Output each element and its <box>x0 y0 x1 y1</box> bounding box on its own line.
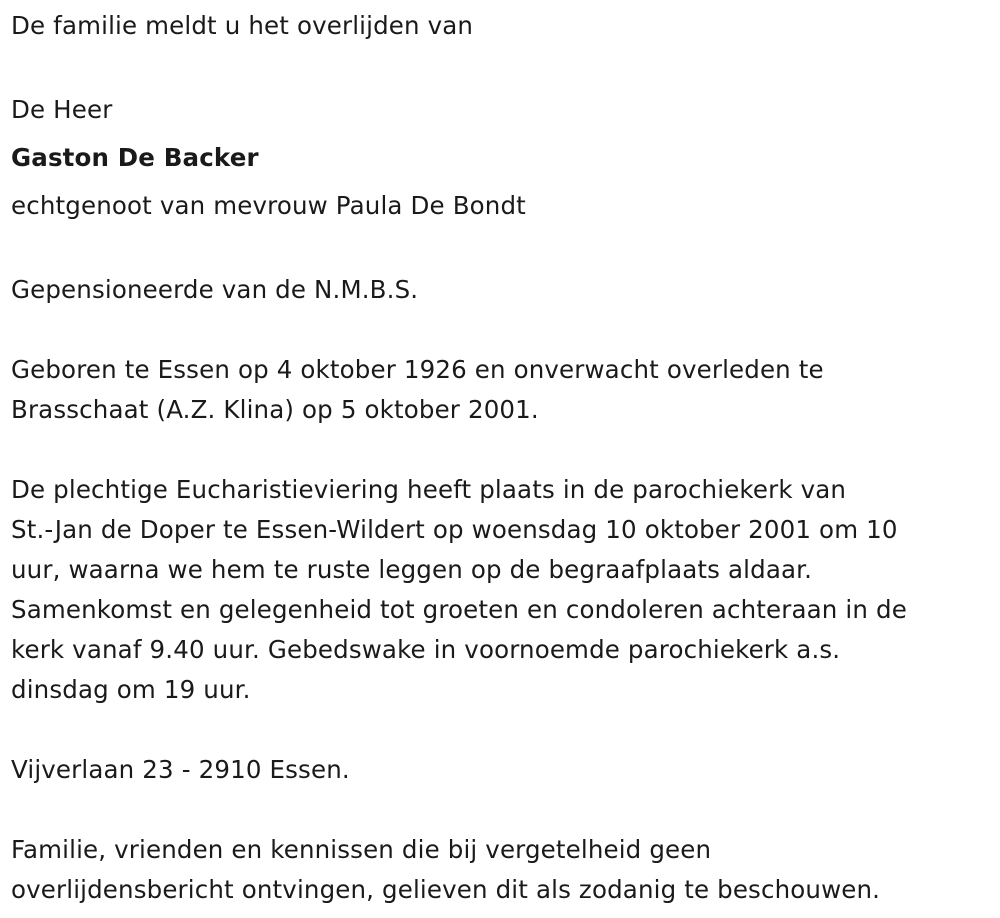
ceremony-paragraph <box>11 470 996 710</box>
birth-death-line: Brasschaat (A.Z. Klina) op 5 oktober 2001. <box>11 395 539 424</box>
honorific: De Heer <box>11 95 113 124</box>
ceremony-line: kerk vanaf 9.40 uur. Gebedswake in voornoemde parochiekerk a.s. <box>11 635 841 664</box>
address-text: Vijverlaan 23 - 2910 Essen. <box>11 755 350 784</box>
intro-text: De familie meldt u het overlijden van <box>11 11 474 40</box>
deceased-name: Gaston De Backer <box>11 143 259 172</box>
death-notice <box>11 6 996 910</box>
ceremony-line: St.-Jan de Doper te Essen-Wildert op woensdag 10 oktober 2001 om 10 <box>11 515 898 544</box>
occupation-text: Gepensioneerde van de N.M.B.S. <box>11 275 419 304</box>
closing-line: overlijdensbericht ontvingen, gelieven dit als zodanig te beschouwen. <box>11 875 881 904</box>
birth-death-paragraph <box>11 350 996 430</box>
closing-paragraph <box>11 830 996 910</box>
ceremony-line: uur, waarna we hem te ruste leggen op de begraafplaats aldaar. <box>11 555 813 584</box>
ceremony-line: De plechtige Eucharistieviering heeft plaats in de parochiekerk van <box>11 475 847 504</box>
spouse-text: echtgenoot van mevrouw Paula De Bondt <box>11 191 526 220</box>
ceremony-line: Samenkomst en gelegenheid tot groeten en condoleren achteraan in de <box>11 595 907 624</box>
ceremony-line: dinsdag om 19 uur. <box>11 675 251 704</box>
birth-death-line: Geboren te Essen op 4 oktober 1926 en onverwacht overleden te <box>11 355 824 384</box>
closing-line: Familie, vrienden en kennissen die bij vergetelheid geen <box>11 835 712 864</box>
